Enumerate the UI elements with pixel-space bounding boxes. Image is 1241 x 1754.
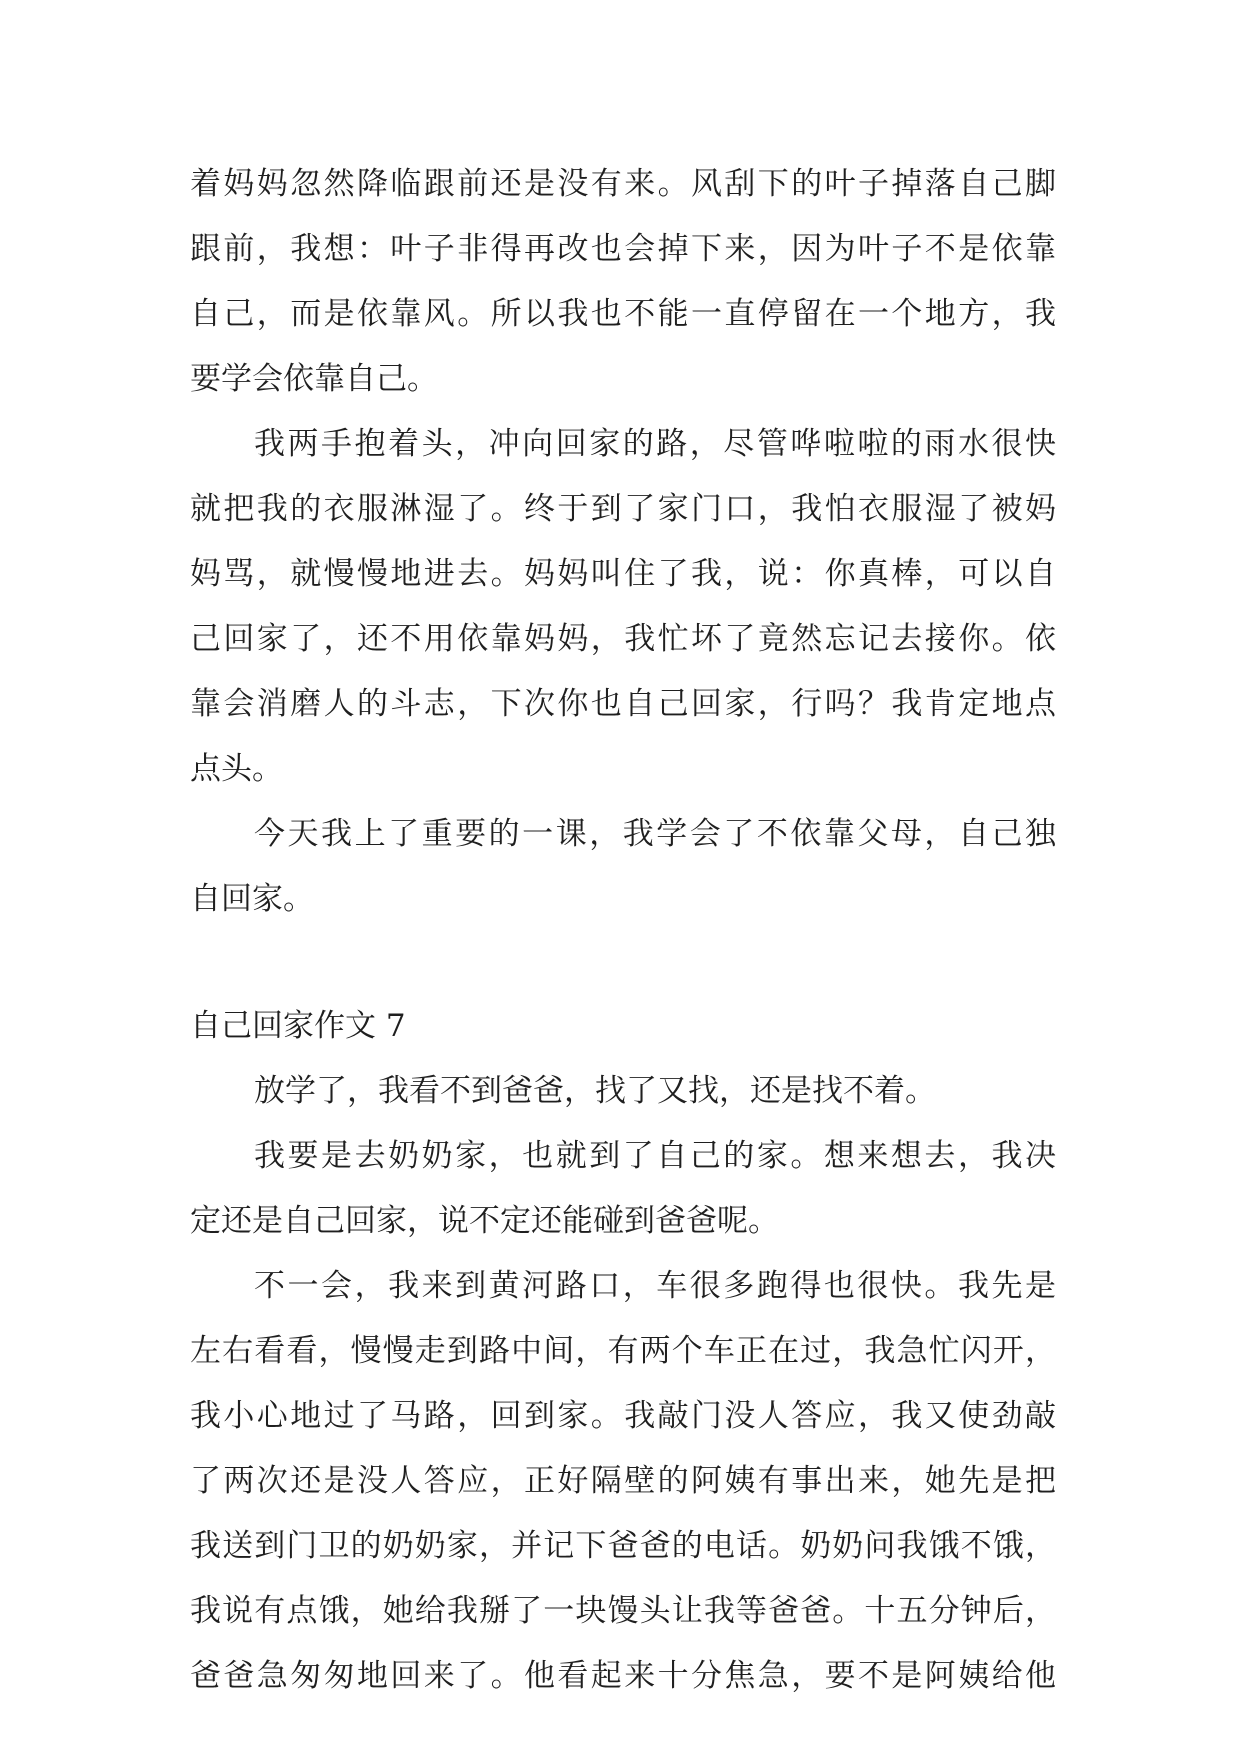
text-line: 放学了，我看不到爸爸，找了又找，还是找不着。 (254, 1073, 936, 1109)
text-line: 不一会，我来到黄河路口，车很多跑得也很快。我先是 (254, 1268, 1056, 1304)
text-line: 我两手抱着头，冲向回家的路，尽管哗啦啦的雨水很快 (254, 426, 1056, 462)
section-heading: 自己回家作文 7 (190, 1008, 406, 1044)
text-line: 着妈妈忽然降临跟前还是没有来。风刮下的叶子掉落自己脚 (190, 166, 1056, 202)
paragraph (190, 802, 1056, 932)
text-line: 定还是自己回家，说不定还能碰到爸爸呢。 (190, 1203, 779, 1239)
section-1 (190, 152, 1056, 932)
text-line: 就把我的衣服淋湿了。终于到了家门口，我怕衣服湿了被妈 (190, 491, 1056, 527)
paragraph (190, 152, 1056, 412)
text-line: 今天我上了重要的一课，我学会了不依靠父母，自己独 (254, 816, 1056, 852)
text-line: 我小心地过了马路，回到家。我敲门没人答应，我又使劲敲 (190, 1398, 1056, 1434)
text-line: 我要是去奶奶家，也就到了自己的家。想来想去，我决 (254, 1138, 1056, 1174)
text-line: 要学会依靠自己。 (190, 361, 438, 397)
paragraph (190, 1254, 1056, 1709)
text-line: 妈骂，就慢慢地进去。妈妈叫住了我，说：你真棒，可以自 (190, 556, 1056, 592)
paragraph (190, 1059, 1056, 1124)
text-line: 我说有点饿，她给我掰了一块馒头让我等爸爸。十五分钟后， (190, 1593, 1056, 1629)
text-line: 了两次还是没人答应，正好隔壁的阿姨有事出来，她先是把 (190, 1463, 1056, 1499)
document-body (190, 152, 1056, 1709)
text-line: 跟前，我想：叶子非得再改也会掉下来，因为叶子不是依靠 (190, 231, 1056, 267)
text-line: 左右看看，慢慢走到路中间，有两个车正在过，我急忙闪开， (190, 1333, 1056, 1369)
text-line: 自己，而是依靠风。所以我也不能一直停留在一个地方，我 (190, 296, 1056, 332)
text-line: 靠会消磨人的斗志，下次你也自己回家，行吗？我肯定地点 (190, 686, 1056, 722)
section-2 (190, 994, 1056, 1709)
text-line: 点头。 (190, 751, 283, 787)
text-line: 己回家了，还不用依靠妈妈，我忙坏了竟然忘记去接你。依 (190, 621, 1056, 657)
paragraph (190, 1124, 1056, 1254)
paragraph (190, 412, 1056, 802)
text-line: 爸爸急匆匆地回来了。他看起来十分焦急，要不是阿姨给他 (190, 1658, 1056, 1694)
text-line: 我送到门卫的奶奶家，并记下爸爸的电话。奶奶问我饿不饿， (190, 1528, 1056, 1564)
section-spacer (190, 932, 1056, 994)
text-line: 自回家。 (190, 881, 314, 917)
